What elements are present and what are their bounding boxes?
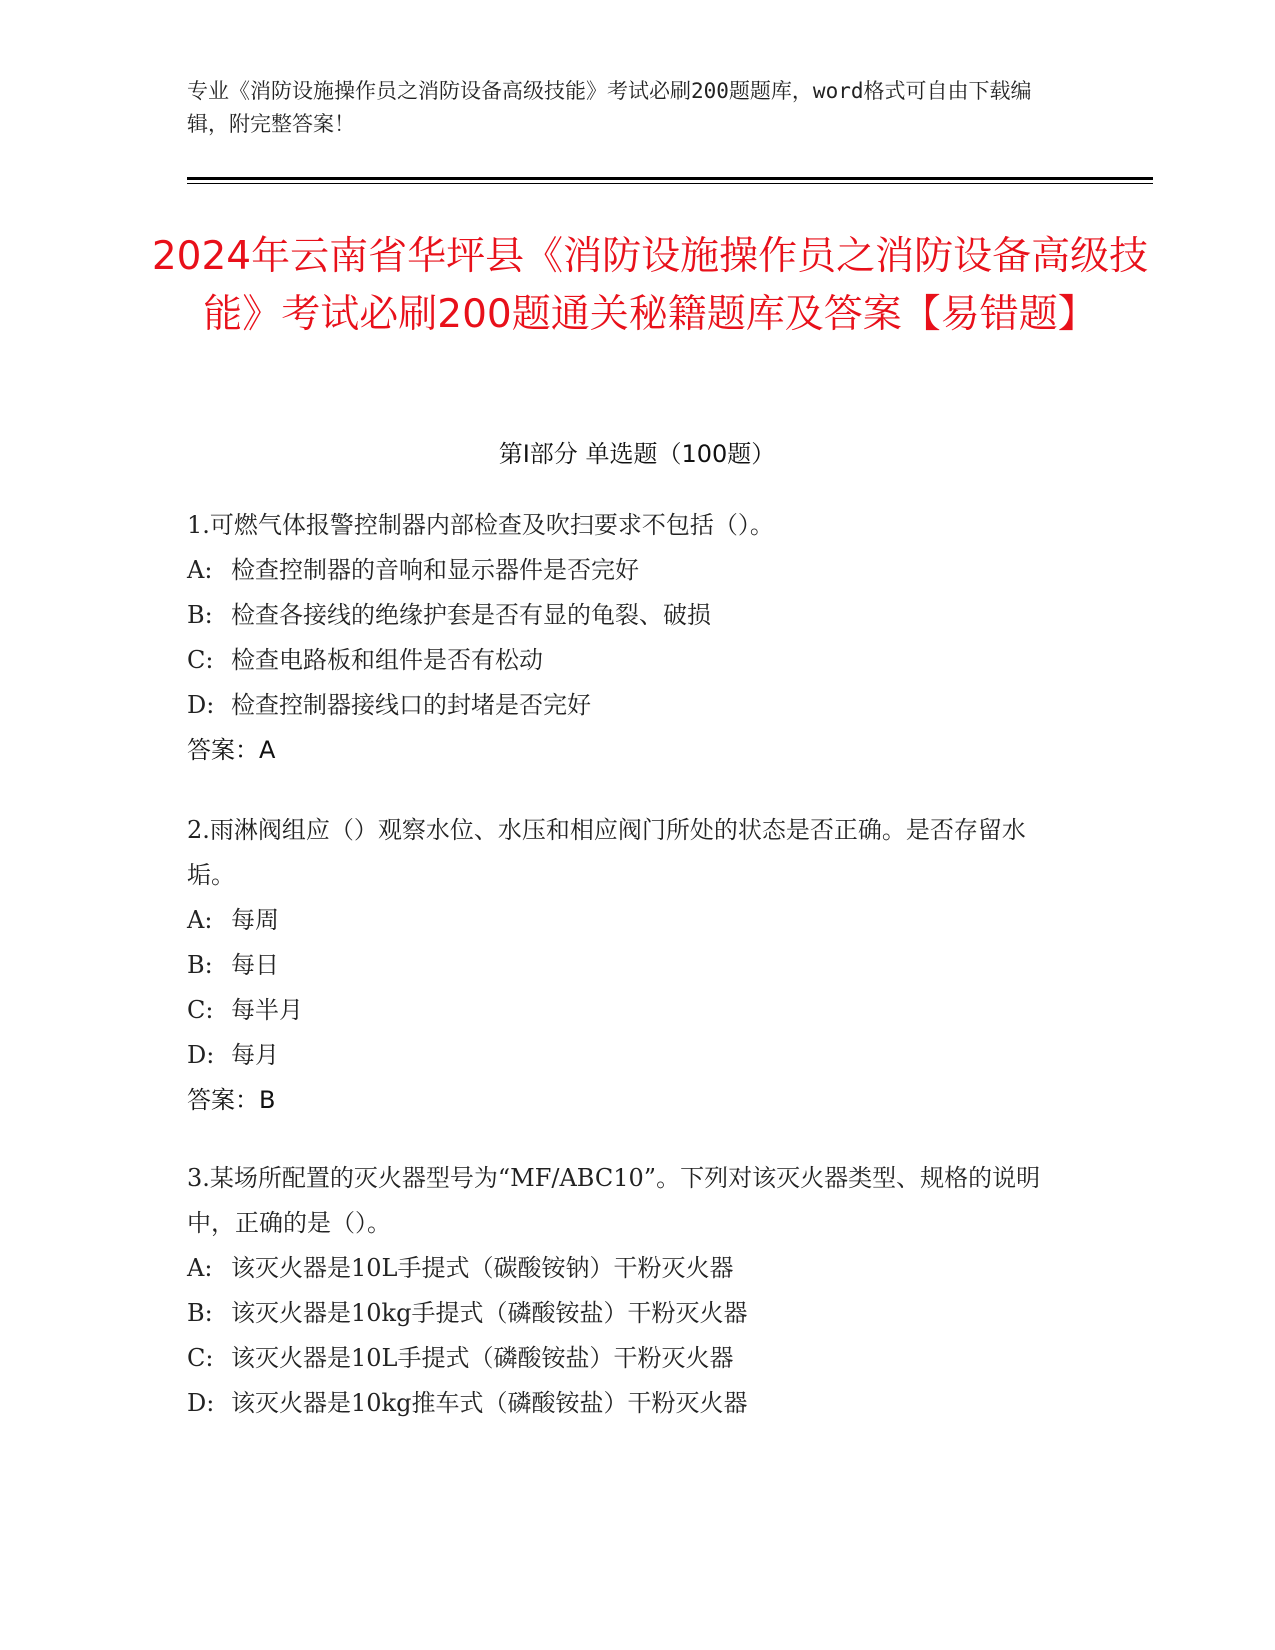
option-label: D:	[187, 691, 215, 719]
option-text: 该灭火器是10kg手提式（磷酸铵盐）干粉灭火器	[231, 1299, 748, 1327]
option-text: 每周	[231, 906, 279, 934]
option-d	[187, 1381, 1067, 1426]
option-c	[187, 1336, 1067, 1381]
option-label: C:	[187, 646, 214, 674]
option-text: 每月	[231, 1041, 279, 1069]
option-text: 每半月	[231, 996, 303, 1024]
option-label: B:	[187, 601, 213, 629]
question-stem: 1.可燃气体报警控制器内部检查及吹扫要求不包括（）。	[187, 511, 774, 539]
option-text: 检查各接线的绝缘护套是否有显的龟裂、破损	[231, 601, 711, 629]
answer: 答案：B	[187, 1086, 276, 1114]
option-a	[187, 548, 1067, 593]
option-label: A:	[187, 1254, 213, 1282]
option-label: B:	[187, 1299, 213, 1327]
question-2	[187, 808, 1067, 1123]
document-title: 2024年云南省华坪县《消防设施操作员之消防设备高级技能》考试必刷200题通关秘籍题库及答案【易错题】	[151, 234, 1149, 337]
option-label: D:	[187, 1041, 215, 1069]
header-rule-thick	[187, 177, 1153, 180]
option-a	[187, 1246, 1067, 1291]
option-label: A:	[187, 906, 213, 934]
question-3	[187, 1156, 1067, 1426]
option-b	[187, 593, 1067, 638]
option-label: A:	[187, 556, 213, 584]
option-text: 检查电路板和组件是否有松动	[231, 646, 543, 674]
question-stem: 2.雨淋阀组应（）观察水位、水压和相应阀门所处的状态是否正确。是否存留水垢。	[187, 816, 1026, 889]
option-d	[187, 683, 1067, 728]
option-d	[187, 1033, 1067, 1078]
section-title: 第Ⅰ部分 单选题（100题）	[498, 440, 776, 468]
header-note: 专业《消防设施操作员之消防设备高级技能》考试必刷200题题库，word格式可自由下载编辑，附完整答案！	[187, 79, 1032, 136]
option-label: C:	[187, 996, 214, 1024]
option-b	[187, 943, 1067, 988]
option-label: D:	[187, 1389, 215, 1417]
option-text: 该灭火器是10kg推车式（磷酸铵盐）干粉灭火器	[231, 1389, 748, 1417]
header-rule-thin	[187, 183, 1153, 184]
option-text: 每日	[231, 951, 279, 979]
option-text: 检查控制器的音响和显示器件是否完好	[231, 556, 639, 584]
option-c	[187, 638, 1067, 683]
option-a	[187, 898, 1067, 943]
option-label: B:	[187, 951, 213, 979]
option-c	[187, 988, 1067, 1033]
question-1	[187, 503, 1067, 773]
answer: 答案：A	[187, 736, 276, 764]
option-text: 检查控制器接线口的封堵是否完好	[231, 691, 591, 719]
option-b	[187, 1291, 1067, 1336]
option-label: C:	[187, 1344, 214, 1372]
question-stem: 3.某场所配置的灭火器型号为“MF/ABC10”。下列对该灭火器类型、规格的说明中，正确的是（）。	[187, 1164, 1041, 1237]
option-text: 该灭火器是10L手提式（磷酸铵盐）干粉灭火器	[231, 1344, 734, 1372]
option-text: 该灭火器是10L手提式（碳酸铵钠）干粉灭火器	[231, 1254, 734, 1282]
